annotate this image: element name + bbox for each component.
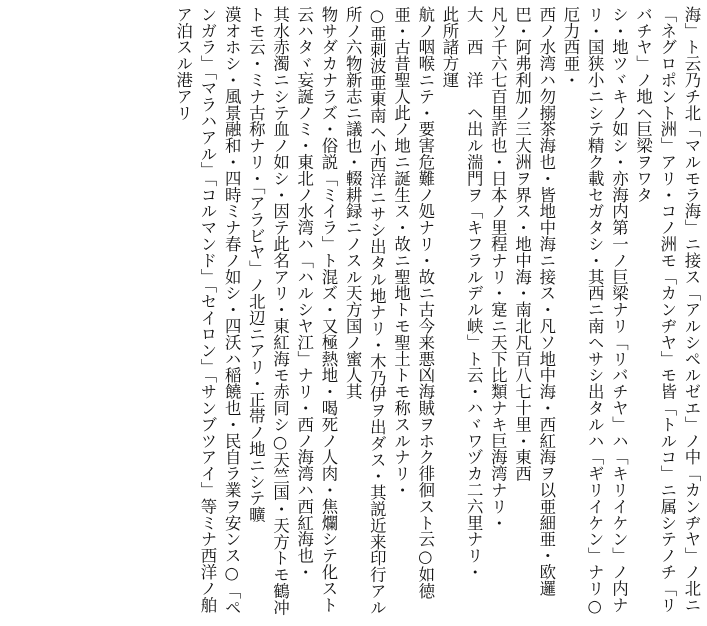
text-line-12: 航ノ咽喉ニテ・要害危難ノ処ナリ・故ニ古今来悪凶海賊ヲホク徘徊スト云○如徳: [415, 6, 435, 599]
text-line-18: 其水赤濁ニシテ血ノ如シ・因テ此名アリ・東紅海モ赤同シ○天竺国・天方トモ鶴冲: [270, 6, 290, 616]
text-line-7: 西ノ水湾ハ勿搦茶海也・皆地中海ニ接ス・凡ソ地中海・西紅海ヲ以亜細亜・欧邏: [536, 6, 556, 597]
document-body: [4, 6, 703, 618]
text-line-10: 大 西 洋 ヘ出ル湍門ヲ「キフラルデル峡」ト云・ハヾワヅカ二六里ナリ・: [464, 6, 484, 580]
text-line-19: トモ云・ミナ古称ナリ・「アラビヤ」ノ北辺ニアリ・正帯ノ地ニシテ曠: [246, 6, 266, 523]
text-line-11: 此所諸方運: [439, 6, 459, 88]
text-line-22: ア泊スル港アリ: [173, 6, 193, 121]
text-line-15: 所ノ六物新志ニ議也・輟耕録ニノスル天方国ノ蜜人其: [343, 6, 363, 400]
text-line-13: 亜・古昔聖人此ノ地ニ誕生ス・故ニ聖地トモ聖土トモ称スルナリ・: [391, 6, 411, 498]
text-line-16: 物サダカナラズ・俗説「ミイラ」ト混ズ・又極熱地・喝死ノ人肉・焦爛シテ化スト: [318, 6, 338, 613]
text-line-9: 凡ソ千六七百里許也・日本ノ里程ナリ・寔ニ天下比類ナキ巨海湾ナリ・: [488, 6, 508, 531]
text-line-3: バチヤ」ノ地ヘ巨梁ヲワタ: [633, 6, 653, 203]
text-line-4: シ・地ツヾキノ如シ・亦海内第一ノ巨梁ナリ「リバチヤ」ハ「キリイケン」ノ内ナ: [609, 6, 629, 613]
text-line-21: ンガラ」「マラハアル」「コルマンド」「セイロン」「サンブツアイ」等ミナ西洋ノ舶: [197, 6, 217, 613]
text-line-5: リ・国狭小ニシテ精ク載セガタシ・其西ニ南ヘサシ出タルハ「ギリイケン」ナリ○: [585, 6, 605, 616]
text-line-17: 云ハタヾ妄誕ノミ・東北ノ水湾ハ「ハルシヤ江」ナリ・西ノ海湾ハ西紅海也・: [294, 6, 314, 580]
text-line-8: 巴・阿弗利加ノ三大洲ヲ界ス・地中海・南北凡百八七十里・東西: [512, 6, 532, 482]
text-line-14: ○亜刺波亜東南ヘ小西洋ニサシ出タル地ナリ・木乃伊ヲ出ダス・其説近来印行アル: [367, 6, 387, 616]
text-line-6: 厄力西亜・: [560, 6, 580, 88]
text-line-20: 漠オホシ・風景融和・四時ミナ春ノ如シ・四沃ハ稲饒也・民自ラ業ヲ安ンス○「ペ: [222, 6, 242, 616]
text-line-1: 海」ト云乃チ北「マルモラ海」ニ接ス「アルシペルゼエ」ノ中「カンヂヤ」ノ北ニ: [682, 6, 701, 613]
text-line-2: 「ネグロポント洲」アリ・コノ洲モ「カンヂヤ」モ皆「トルコ」ニ属シテノチ「リ: [657, 6, 677, 613]
